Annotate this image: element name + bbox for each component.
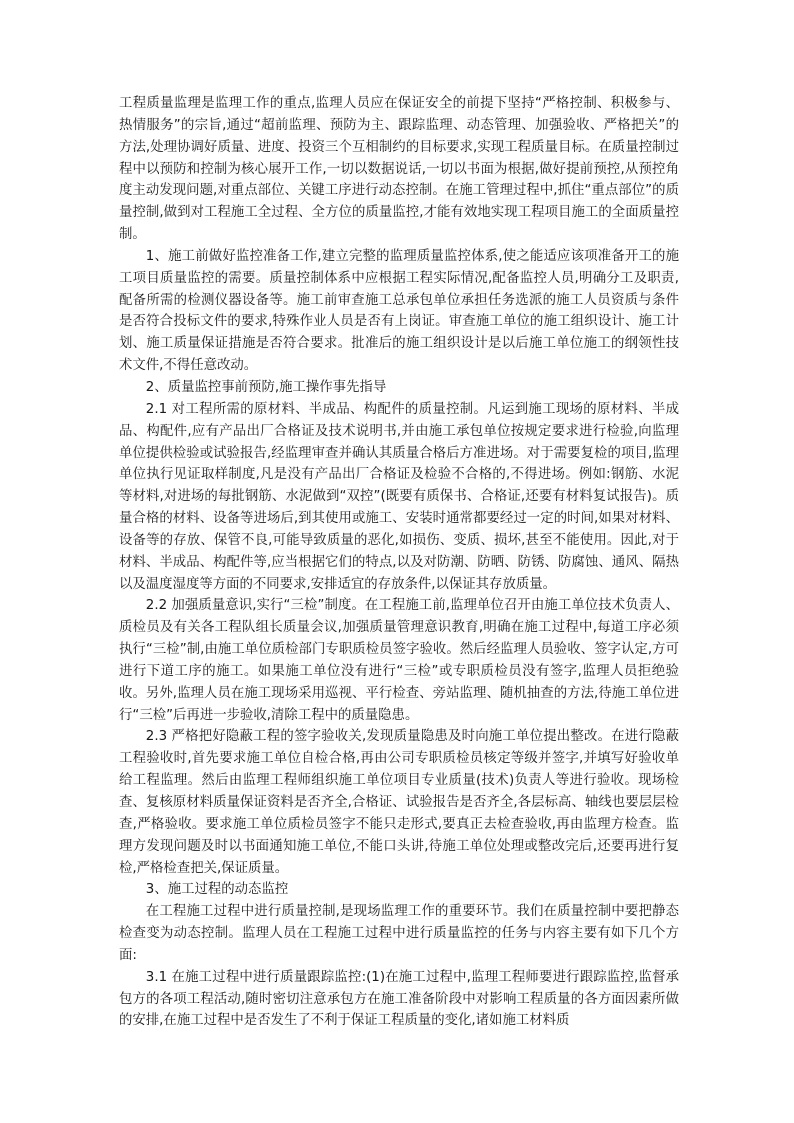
section-2-1-paragraph: 2.1 对工程所需的原材料、半成品、构配件的质量控制。凡运到施工现场的原材料、半成品、构配件,应有产品出厂合格证及技术说明书,并由施工承包单位按规定要求进行检验,向监理单位提供检验或试验报告,经监理审查并确认其质量合格后方准进场。对于需要复检的项目,监理单位执行见证取样制度,凡是没有产品出厂合格证及检验不合格的,不得进场。例如:钢筋、水泥等材料,对进场的每批钢筋、水泥做到“双控”(既要有质保书、合格证,还要有材料复试报告)。质量合格的材料、设备等进场后,到其使用或施工、安装时通常都要经过一定的时间,如果对材料、设备等的存放、保管不良,可能导致质量的恶化,如损伤、变质、损坏,甚至不能使用。因此,对于材料、半成品、构配件等,应当根据它们的特点,以及对防潮、防晒、防锈、防腐蚀、通风、隔热以及温度湿度等方面的不同要求,安排适宜的存放条件,以保证其存放质量。 — [119, 401, 679, 592]
intro-paragraph: 工程质量监理是监理工作的重点,监理人员应在保证安全的前提下坚持“严格控制、积极参与、热情服务”的宗旨,通过“超前监理、预防为主、跟踪监理、动态管理、加强验收、严格把关”的方法,处理协调好质量、进度、投资三个互相制约的目标要求,实现工程质量目标。在质量控制过程中以预防和控制为核心展开工作,一切以数据说话,一切以书面为根据,做好提前预控,从预控角度主动发现问题,对重点部位、关键工序进行动态控制。在施工管理过程中,抓住“重点部位”的质量控制,做到对工程施工全过程、全方位的质量监控,才能有效地实现工程项目施工的全面质量控制。 — [119, 96, 679, 243]
section-3-intro-paragraph: 在工程施工过程中进行质量控制,是现场监理工作的重要环节。我们在质量控制中要把静态检查变为动态控制。监理人员在工程施工过程中进行质量监控的任务与内容主要有如下几个方面: — [119, 904, 679, 963]
section-3-heading: 3、施工过程的动态监控 — [145, 882, 289, 898]
section-1-paragraph: 1、施工前做好监控准备工作,建立完整的监理质量监控体系,使之能适应该项准备开工的施工项目质量监控的需要。质量控制体系中应根据工程实际情况,配备监控人员,明确分工及职责,配备所需的检测仪器设备等。施工前审查施工总承包单位承担任务选派的施工人员资质与条件是否符合投标文件的要求,特殊作业人员是否有上岗证。审查施工单位的施工组织设计、施工计划、施工质量保证措施是否符合要求。批准后的施工组织设计是以后施工单位施工的纲领性技术文件,不得任意改动。 — [119, 248, 679, 374]
section-2-heading: 2、质量监控事前预防,施工操作事先指导 — [145, 379, 387, 395]
section-3-1-paragraph: 3.1 在施工过程中进行质量跟踪监控:(1)在施工过程中,监理工程师要进行跟踪监控,监督承包方的各项工程活动,随时密切注意承包方在施工准备阶段中对影响工程质量的各方面因素所做的安排,在施工过程中是否发生了不利于保证工程质量的变化,诸如施工材料质 — [119, 969, 679, 1029]
section-2-2-paragraph: 2.2 加强质量意识,实行“三检”制度。在工程施工前,监理单位召开由施工单位技术负责人、质检员及有关各工程队组长质量会议,加强质量管理意识教育,明确在施工过程中,每道工序必须执行“三检”制,由施工单位质检部门专职质检员签字验收。然后经监理人员验收、签字认定,方可进行下道工序的施工。如果施工单位没有进行“三检”或专职质检员没有签字,监理人员拒绝验收。另外,监理人员在施工现场采用巡视、平行检查、旁站监理、随机抽查的方法,待施工单位进行“三检”后再进一步验收,清除工程中的质量隐患。 — [119, 598, 679, 723]
section-2-3-paragraph: 2.3 严格把好隐蔽工程的签字验收关,发现质量隐患及时向施工单位提出整改。在进行隐蔽工程验收时,首先要求施工单位自检合格,再由公司专职质检员核定等级并签字,并填写好验收单给工程监理。然后由监理工程师组织施工单位项目专业质量(技术)负责人等进行验收。现场检查、复核原材料质量保证资料是否齐全,合格证、试验报告是否齐全,各层标高、轴线也要层层检查,严格验收。要求施工单位质检员签字不能只走形式,要真正去检查验收,再由监理方检查。监理方发现问题及时以书面通知施工单位,不能口头讲,待施工单位处理或整改完后,还要再进行复检,严格检查把关,保证质量。 — [119, 729, 679, 876]
document-body — [119, 93, 679, 1032]
